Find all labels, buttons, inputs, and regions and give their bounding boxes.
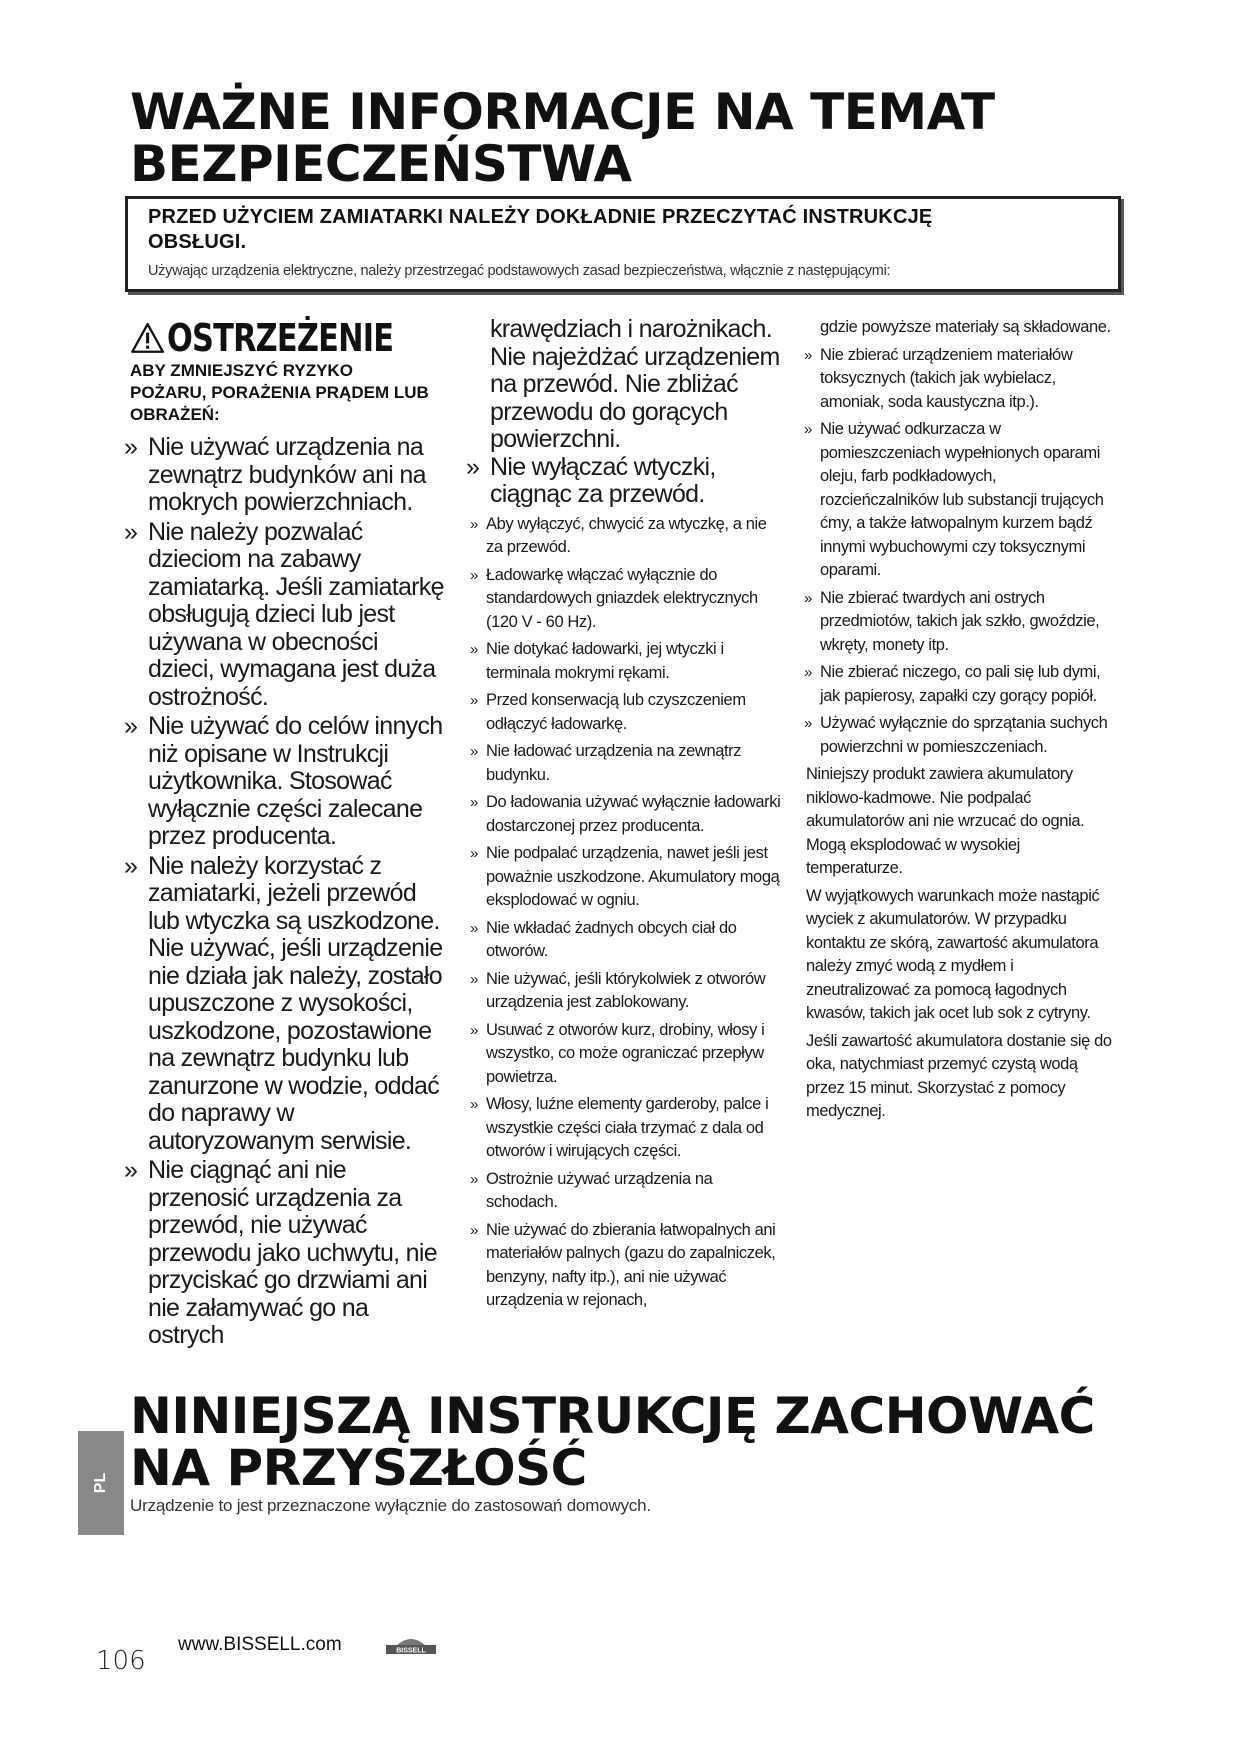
column-3 [806, 316, 1116, 1128]
col3-list [806, 316, 1116, 1124]
list-item: » Nie podpalać urządzenia, nawet jeśli jest poważnie uszkodzone. Akumulatory mogą eksplodować w ogniu. [472, 842, 782, 913]
list-item: » Włosy, luźne elementy garderoby, palce i wszystkie części ciała trzymać z dala od otworów i wirujących części. [472, 1093, 782, 1164]
list-item: » Nie należy korzystać z zamiatarki, jeżeli przewód lub wtyczka są uszkodzone. Nie używać, jeśli urządzenie nie działa jak należy, zostało upuszczone z wysokości, uszkodzone, pozostawione na zewnątrz budynku lub zanurzone w wodzie, oddać do naprawy w autoryzowanym serwisie. [130, 853, 450, 1156]
website-link[interactable]: www.BISSELL.com [178, 1634, 342, 1655]
read-instructions-subtext: Używając urządzenia elektryczne, należy przestrzegać podstawowych zasad bezpieczeństwa, włącznie z następującymi: [148, 263, 891, 279]
read-instructions-box [125, 196, 1121, 292]
page-title: WAŻNE INFORMACJE NA TEMAT BEZPIECZEŃSTWA [130, 83, 995, 193]
column-2 [472, 316, 782, 1317]
col3-continuation: gdzie powyższe materiały są składowane. [820, 318, 1111, 336]
warning-triangle-icon [130, 317, 165, 359]
warning-subtitle: ABY ZMNIEJSZYĆ RYZYKO POŻARU, PORAŻENIA PRĄDEM LUB OBRAŻEŃ: [130, 361, 429, 424]
list-item: » Nie zbierać twardych ani ostrych przedmiotów, takich jak szkło, gwoździe, wkręty, monety itp. [806, 587, 1116, 658]
paragraph: W wyjątkowych warunkach może nastąpić wyciek z akumulatorów. W przypadku kontaktu ze skórą, zawartość akumulatora należy zmyć wodą z mydłem i zneutralizować za pomocą łagodnych kwasów, takich jak ocet lub sok z cytryny. [806, 886, 1100, 1022]
col1-list [130, 434, 450, 1350]
logo-text: BISSELL [396, 1647, 426, 1655]
language-tab [78, 1431, 124, 1535]
keep-instructions-title: NINIEJSZĄ INSTRUKCJĘ ZACHOWAĆ NA PRZYSZŁOŚĆ [130, 1387, 1095, 1497]
read-instructions-heading: PRZED UŻYCIEM ZAMIATARKI NALEŻY DOKŁADNIE PRZECZYTAĆ INSTRUKCJĘ OBSŁUGI. [148, 206, 933, 253]
list-item: » Nie wyłączać wtyczki, ciągnąc za przewód. [472, 454, 782, 509]
household-use-note: Urządzenie to jest przeznaczone wyłącznie do zastosowań domowych. [130, 1496, 651, 1515]
col2-list [472, 513, 782, 1313]
list-item: » Używać wyłącznie do sprzątania suchych powierzchni w pomieszczeniach. [806, 712, 1116, 759]
list-item: » Aby wyłączyć, chwycić za wtyczkę, a nie za przewód. [472, 513, 782, 560]
column-1 [130, 316, 450, 1352]
list-item: » Nie używać do celów innych niż opisane w Instrukcji użytkownika. Stosować wyłącznie części zalecane przez producenta. [130, 713, 450, 851]
list-item: » Usuwać z otworów kurz, drobiny, włosy i wszystko, co może ograniczać przepływ powietrza. [472, 1019, 782, 1090]
list-item: » Nie używać do zbierania łatwopalnych ani materiałów palnych (gazu do zapalniczek, benzyny, nafty itp.), ani nie używać urządzenia w rejonach, [472, 1219, 782, 1313]
list-item: » Nie dotykać ładowarki, jej wtyczki i terminala mokrymi rękami. [472, 638, 782, 685]
list-item: » Do ładowania używać wyłącznie ładowarki dostarczonej przez producenta. [472, 791, 782, 838]
list-item: » Nie zbierać niczego, co pali się lub dymi, jak papierosy, zapałki czy gorący popiół. [806, 661, 1116, 708]
list-item: » Nie ciągnąć ani nie przenosić urządzenia za przewód, nie używać przewodu jako uchwytu, nie przyciskać go drzwiami ani nie załamywać go na ostrych [130, 1157, 450, 1350]
list-item: » Ostrożnie używać urządzenia na schodach. [472, 1168, 782, 1215]
list-item: » Nie wkładać żadnych obcych ciał do otworów. [472, 917, 782, 964]
list-item: » Nie zbierać urządzeniem materiałów toksycznych (takich jak wybielacz, amoniak, soda kaustyczna itp.). [806, 344, 1116, 415]
list-item: » Nie używać, jeśli którykolwiek z otworów urządzenia jest zablokowany. [472, 968, 782, 1015]
language-tab-label: PL [92, 1472, 109, 1494]
list-item: » Nie ładować urządzenia na zewnątrz budynku. [472, 740, 782, 787]
list-item: » Nie używać urządzenia na zewnątrz budynków ani na mokrych powierzchniach. [130, 434, 450, 517]
bissell-logo-icon [384, 1628, 438, 1658]
col2-continuation: krawędziach i narożnikach. Nie najeżdżać urządzeniem na przewód. Nie zbliżać przewodu do gorących powierzchni. [490, 315, 780, 453]
warning-title: OSTRZEŻENIE [167, 316, 394, 360]
paragraph: Niniejszy produkt zawiera akumulatory niklowo-kadmowe. Nie podpalać akumulatorów ani nie wrzucać do ognia. Mogą eksplodować w wysokiej temperaturze. [806, 765, 1085, 877]
col2-big-list [472, 454, 782, 509]
list-item: » Nie należy pozwalać dzieciom na zabawy zamiatarką. Jeśli zamiatarkę obsługują dzieci lub jest używana w obecności dzieci, wymagana jest duża ostrożność. [130, 519, 450, 712]
list-item: » Przed konserwacją lub czyszczeniem odłączyć ładowarkę. [472, 689, 782, 736]
page-number: 106 [96, 1646, 146, 1676]
paragraph: Jeśli zawartość akumulatora dostanie się do oka, natychmiast przemyć czystą wodą przez 15 minut. Skorzystać z pomocy medycznej. [806, 1031, 1112, 1120]
list-item: » Ładowarkę włączać wyłącznie do standardowych gniazdek elektrycznych (120 V - 60 Hz). [472, 564, 782, 635]
list-item: » Nie używać odkurzacza w pomieszczeniach wypełnionych oparami oleju, farb podkładowych, rozcieńczalników lub substancji trujących ćmy, a także łatwopalnym kurzem bądź innymi wybuchowymi czy toksycznymi oparami. [806, 418, 1116, 583]
warning-header [130, 316, 450, 360]
